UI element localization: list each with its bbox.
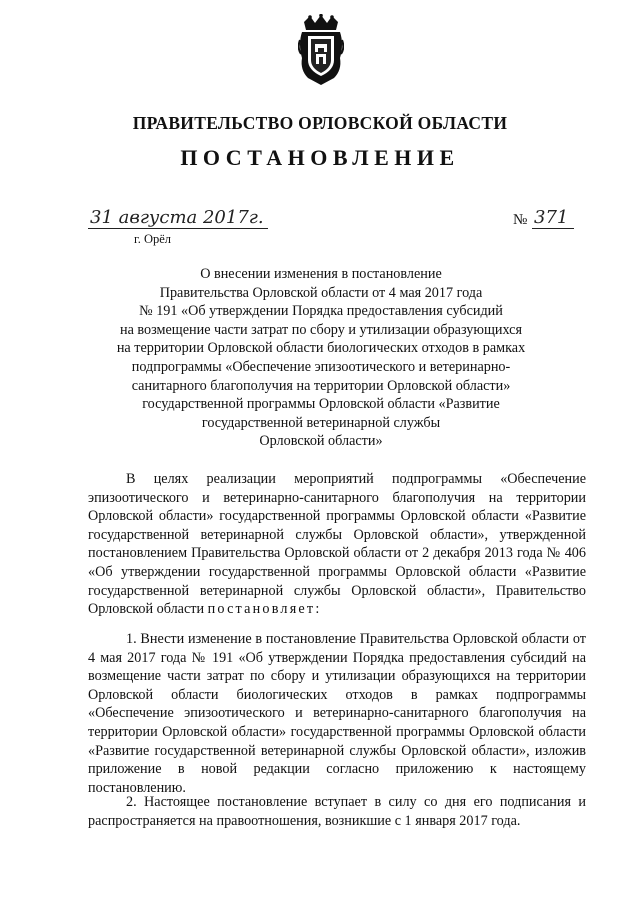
document-subject [90,265,552,451]
subject-line: на территории Орловской области биологических отходов в рамках [116,340,526,357]
item-2-paragraph: 2. Настоящее постановление вступает в силу со дня его подписания и распространяется на правоотношения, возникшие с 1 января 2017 года. [88,794,586,829]
preamble-text: В целях реализации мероприятий подпрограммы «Обеспечение эпизоотического и ветеринарно-санитарного благополучия на территории Орловской области» государственной программы Орловской области «Развитие государственной ветеринарной службы Орловской области», утвержденной постановлением Правительства Орловской области от 2 декабря 2013 года № 406 «Об утверждении государственной программы Орловской области «Развитие государственной ветеринарной службы Орловской области», Правительство Орловской области [88,471,586,618]
subject-line: государственной программы Орловской области «Развитие [142,396,500,413]
subject-line: санитарного благополучия на территории Орловской области» [131,377,511,394]
document-type: ПОСТАНОВЛЕНИЕ [180,145,460,170]
document-number-label: № [513,212,528,228]
document-date: 31 августа 2017г. [88,208,268,229]
subject-line: № 191 «Об утверждении Порядка предоставления субсидий [139,303,503,320]
document-city: г. Орёл [134,232,172,246]
subject-line: Орловской области» [259,433,383,450]
organization-title: ПРАВИТЕЛЬСТВО ОРЛОВСКОЙ ОБЛАСТИ [132,113,508,133]
subject-line: Правительства Орловской области от 4 мая 2017 года [159,284,483,301]
resolves-word: постановляет: [207,601,322,618]
subject-line: на возмещение части затрат по сбору и утилизации образующихся [119,321,523,338]
subject-line: государственной ветеринарной службы [201,414,441,431]
subject-line: О внесении изменения в постановление [200,266,442,282]
item-1-paragraph: 1. Внести изменение в постановление Правительства Орловской области от 4 мая 2017 года № 191 «Об утверждении Порядка предоставления субсидий на возмещение части затрат по сбору и утилизации образующихся на территории Орловской области биологических отходов в рамках подпрограммы «Обеспечение эпизоотического и ветеринарно-санитарного благополучия на территории Орловской области» государственной программы Орловской области «Развитие государственной ветеринарной службы Орловской области», изложив приложение в новой редакции согласно приложению к настоящему постановлению. [88,631,586,796]
document-number: 371 [532,208,574,229]
coat-of-arms-emblem [298,14,344,86]
preamble-paragraph [88,470,586,619]
subject-line: подпрограммы «Обеспечение эпизоотического и ветеринарно- [131,358,511,375]
